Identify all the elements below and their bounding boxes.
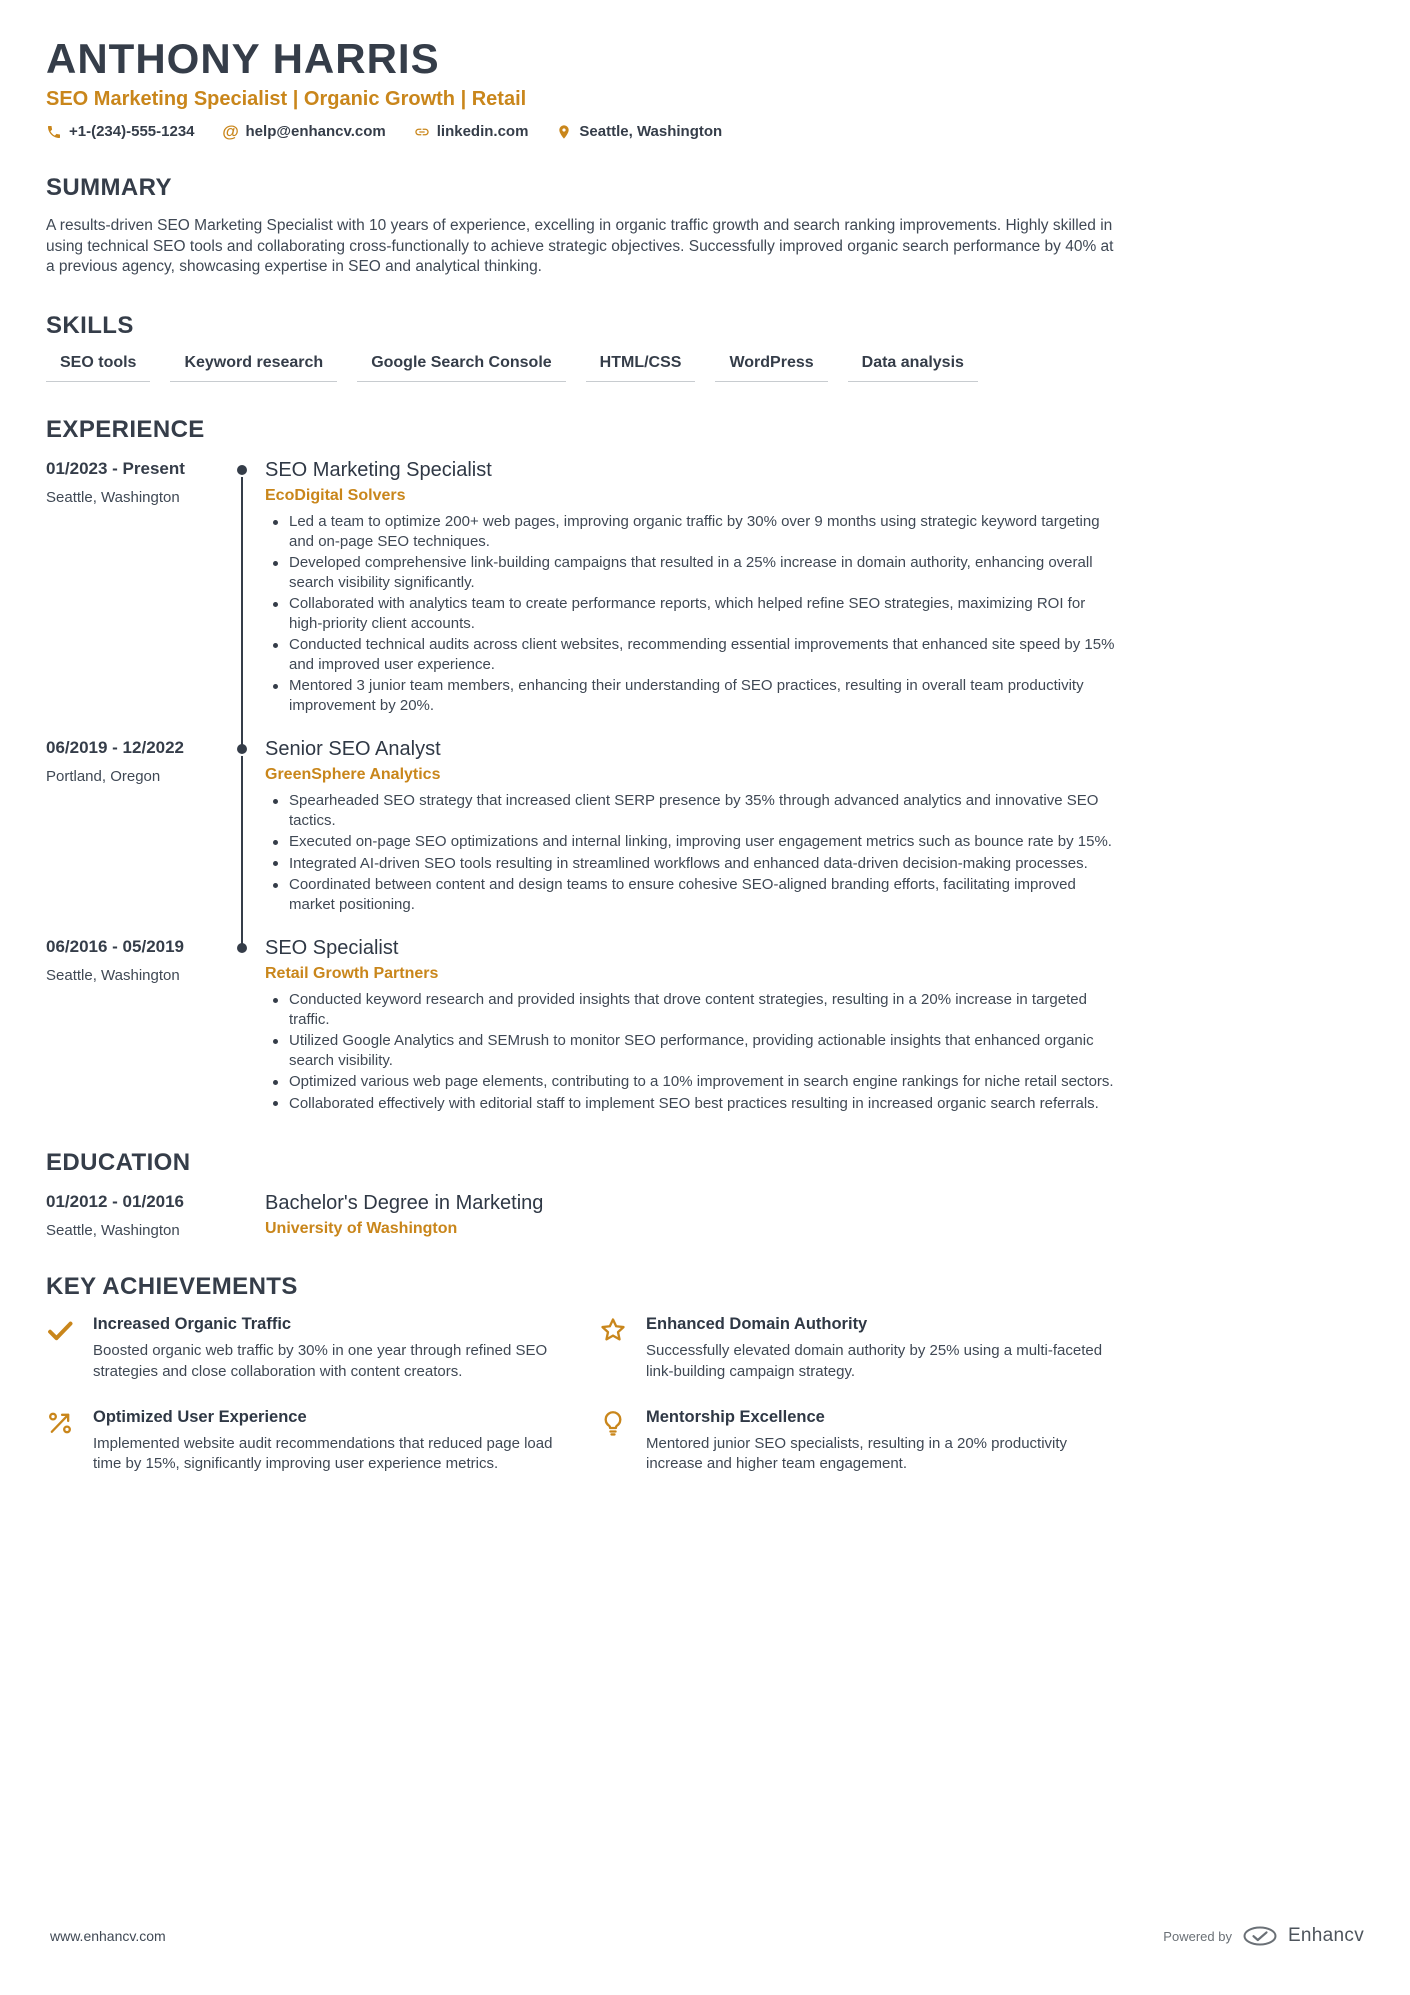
candidate-title: SEO Marketing Specialist | Organic Growth | Retail (46, 88, 527, 111)
experience-heading: EXPERIENCE (46, 416, 205, 444)
powered-by[interactable] (1163, 1925, 1364, 1947)
check-icon (46, 1316, 74, 1344)
company-name: EcoDigital Solvers (265, 487, 406, 505)
achievement-title: Enhanced Domain Authority (646, 1315, 868, 1334)
job-bullets (265, 791, 1118, 914)
achievement-item (599, 1315, 1118, 1382)
job-body (265, 737, 1118, 916)
bullet-item: Mentored 3 junior team members, enhancing their understanding of SEO practices, resulting in overall team productivity improvement by 20%. (265, 676, 1118, 715)
resume-header (46, 36, 1118, 140)
achievement-body (646, 1315, 1118, 1382)
school-name: University of Washington (265, 1220, 458, 1238)
contact-email[interactable] (223, 123, 386, 140)
contact-location (556, 123, 722, 140)
achievements-section (46, 1273, 1118, 1474)
job-dates: 01/2023 - Present (46, 459, 185, 479)
education-section (46, 1149, 1118, 1239)
achievement-item (46, 1315, 565, 1382)
job-entry (46, 737, 1118, 916)
timeline-marker-icon (218, 936, 265, 1115)
achievement-body (93, 1315, 565, 1382)
skills-section (46, 312, 1118, 382)
skill-item: WordPress (715, 354, 827, 382)
percent-arrow-icon (46, 1409, 74, 1437)
experience-timeline (46, 458, 1118, 1115)
achievement-text: Boosted organic web traffic by 30% in one year through refined SEO strategies and close collaboration with content creators. (93, 1342, 548, 1380)
email-icon: @ (222, 122, 239, 142)
achievements-grid (46, 1315, 1118, 1474)
job-location: Portland, Oregon (46, 768, 161, 786)
link-icon (414, 124, 430, 140)
job-title: Senior SEO Analyst (265, 738, 441, 761)
bullet-item: Collaborated effectively with editorial staff to implement SEO best practices resulting in increased organic search referrals. (265, 1094, 1118, 1114)
job-meta (46, 458, 218, 717)
bullet-item: Executed on-page SEO optimizations and internal linking, improving user engagement metrics such as bounce rate by 15%. (265, 832, 1118, 852)
education-heading: EDUCATION (46, 1149, 191, 1177)
job-dates: 06/2019 - 12/2022 (46, 738, 185, 758)
job-entry (46, 458, 1118, 717)
education-entry (46, 1191, 1118, 1239)
job-title: SEO Specialist (265, 937, 399, 960)
skills-heading: SKILLS (46, 312, 134, 340)
contact-email-text: help@enhancv.com (245, 123, 386, 141)
summary-heading: SUMMARY (46, 174, 172, 202)
timeline-marker-icon (218, 737, 265, 916)
job-entry (46, 936, 1118, 1115)
location-icon (556, 124, 572, 140)
achievement-body (93, 1408, 565, 1475)
page-footer (50, 1925, 1364, 1947)
company-name: GreenSphere Analytics (265, 766, 441, 784)
bullet-item: Developed comprehensive link-building campaigns that resulted in a 25% increase in domain authority, enhancing overall search visibility significantly. (265, 553, 1118, 592)
contact-row (46, 123, 1118, 140)
bullet-item: Spearheaded SEO strategy that increased client SERP presence by 35% through advanced analytics and innovative SEO tactics. (265, 791, 1118, 830)
skill-item: Google Search Console (357, 354, 565, 382)
phone-icon (46, 124, 62, 140)
skill-item: SEO tools (46, 354, 150, 382)
bullet-item: Coordinated between content and design teams to ensure cohesive SEO-aligned branding efforts, facilitating improved market positioning. (265, 875, 1118, 914)
achievement-text: Implemented website audit recommendations that reduced page load time by 15%, significantly improving user experience metrics. (93, 1434, 553, 1473)
contact-location-text: Seattle, Washington (579, 123, 723, 141)
education-body (265, 1191, 1118, 1239)
enhancv-logo-icon (1242, 1925, 1278, 1947)
achievement-title: Increased Organic Traffic (93, 1315, 292, 1334)
skill-item: Data analysis (848, 354, 978, 382)
achievement-item (599, 1408, 1118, 1475)
job-body (265, 936, 1118, 1115)
bullet-item: Collaborated with analytics team to create performance reports, which helped refine SEO strategies, maximizing ROI for high-priority client accounts. (265, 594, 1118, 633)
achievement-text: Mentored junior SEO specialists, resulting in a 20% productivity increase and higher team engagement. (646, 1434, 1068, 1473)
skill-item: HTML/CSS (586, 354, 696, 382)
education-meta (46, 1191, 218, 1239)
job-location: Seattle, Washington (46, 489, 180, 507)
job-location: Seattle, Washington (46, 967, 180, 985)
experience-section (46, 416, 1118, 1115)
summary-section (46, 174, 1118, 278)
job-meta (46, 936, 218, 1115)
skill-item: Keyword research (170, 354, 337, 382)
summary-text: A results-driven SEO Marketing Specialist with 10 years of experience, excelling in organic traffic growth and search ranking improvements. Highly skilled in using technical SEO tools and collaborating cross-functionally to achieve strategic objectives. Successfully improved organic search performance by 40% at a previous agency, showcasing expertise in SEO and analytical thinking. (46, 217, 1114, 276)
job-bullets (265, 512, 1118, 715)
company-name: Retail Growth Partners (265, 965, 439, 983)
timeline-marker-icon (218, 458, 265, 717)
job-bullets (265, 990, 1118, 1113)
contact-linkedin[interactable] (414, 123, 529, 140)
contact-phone-text: +1-(234)-555-1234 (69, 123, 195, 141)
contact-phone[interactable] (46, 123, 195, 140)
achievements-heading: KEY ACHIEVEMENTS (46, 1273, 298, 1301)
achievement-title: Mentorship Excellence (646, 1407, 825, 1426)
candidate-name: ANTHONY HARRIS (46, 35, 440, 82)
education-location: Seattle, Washington (46, 1222, 180, 1240)
lightbulb-icon (599, 1409, 627, 1437)
enhancv-brand-text: Enhancv (1287, 1925, 1364, 1946)
job-body (265, 458, 1118, 717)
job-meta (46, 737, 218, 916)
bullet-item: Optimized various web page elements, contributing to a 10% improvement in search engine rankings for niche retail sectors. (265, 1072, 1118, 1092)
achievement-title: Optimized User Experience (93, 1407, 307, 1426)
achievement-item (46, 1408, 565, 1475)
achievement-text: Successfully elevated domain authority by 25% using a multi-faceted link-building campaign strategy. (646, 1342, 1103, 1380)
bullet-item: Integrated AI-driven SEO tools resulting in streamlined workflows and enhanced data-driven decision-making processes. (265, 854, 1118, 874)
enhancv-website-link[interactable]: www.enhancv.com (50, 1928, 166, 1944)
skills-list (46, 354, 1118, 382)
star-icon (599, 1316, 627, 1344)
education-dates: 01/2012 - 01/2016 (46, 1192, 185, 1212)
bullet-item: Conducted keyword research and provided insights that drove content strategies, resulting in a 20% increase in targeted traffic. (265, 990, 1118, 1029)
bullet-item: Conducted technical audits across client websites, recommending essential improvements that enhanced site speed by 15% and improved user experience. (265, 635, 1118, 674)
degree-title: Bachelor's Degree in Marketing (265, 1192, 544, 1215)
timeline-spacer (218, 1191, 265, 1239)
bullet-item: Led a team to optimize 200+ web pages, improving organic traffic by 30% over 9 months using strategic keyword targeting and on-page SEO techniques. (265, 512, 1118, 551)
contact-linkedin-text: linkedin.com (436, 123, 529, 141)
job-dates: 06/2016 - 05/2019 (46, 937, 185, 957)
achievement-body (646, 1408, 1118, 1475)
job-title: SEO Marketing Specialist (265, 459, 492, 482)
bullet-item: Utilized Google Analytics and SEMrush to monitor SEO performance, providing actionable insights that enhanced organic search visibility. (265, 1031, 1118, 1070)
powered-by-label: Powered by (1163, 1928, 1232, 1944)
